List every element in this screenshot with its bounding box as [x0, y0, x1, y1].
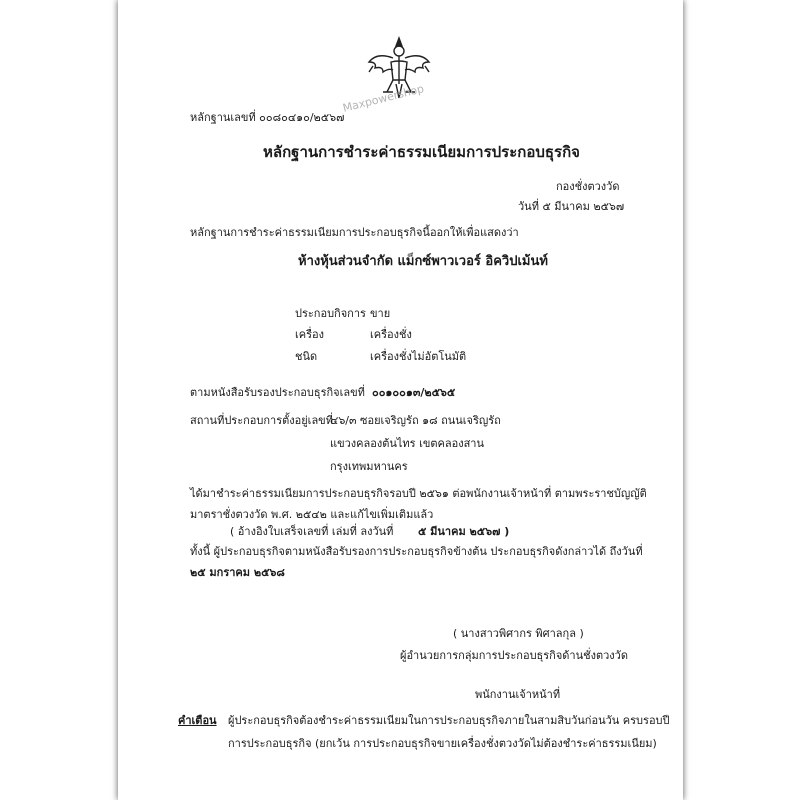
detail-value-type: เครื่องชั่งไม่อัตโนมัติ: [370, 350, 467, 363]
payment-paragraph-line-2: มาตราชั่งตวงวัด พ.ศ. ๒๕๔๒ และแก้ไขเพิ่มเติมแล้ว: [190, 508, 434, 521]
payment-paragraph-line-1: ได้มาชำระค่าธรรมเนียมการประกอบธุรกิจรอบปี ๒๕๖๑ ต่อพนักงานเจ้าหน้าที่ ตามพระราชบัญญัติ: [190, 487, 647, 500]
address-line-3: กรุงเทพมหานคร: [330, 460, 408, 473]
detail-label-device: เครื่อง: [295, 328, 325, 341]
intro-text: หลักฐานการชำระค่าธรรมเนียมการประกอบธุรกิจนี้ออกให้เพื่อแสดงว่า: [190, 226, 519, 239]
issuer: กองชั่งตวงวัด: [556, 180, 620, 193]
detail-label-business: ประกอบกิจการ: [295, 307, 366, 320]
valid-until-date: ๒๕ มกราคม ๒๕๖๘: [190, 566, 285, 579]
validity-paragraph: ทั้งนี้ ผู้ประกอบธุรกิจตามหนังสือรับรองการประกอบธุรกิจข้างต้น ประกอบธุรกิจดังกล่าวได้ ถึงวันที่: [190, 545, 643, 558]
signer-name: ( นางสาวพิศากร พิศาลกุล ): [453, 627, 584, 640]
detail-value-business: ขาย: [370, 307, 391, 320]
address-line-1: ๔๖/๓ ซอยเจริญรัถ ๑๘ ถนนเจริญรัถ: [330, 414, 501, 427]
address-label: สถานที่ประกอบการตั้งอยู่เลขที่: [190, 414, 333, 427]
license-label: ตามหนังสือรับรองประกอบธุรกิจเลขที่: [190, 386, 365, 399]
license-number: ๐๐๑๐๐๑๓/๒๕๖๕: [372, 386, 456, 399]
receipt-date: ๕ มีนาคม ๒๕๖๗ ): [418, 525, 510, 538]
address-line-2: แขวงคลองต้นไทร เขตคลองสาน: [330, 437, 484, 450]
warning-line-2: การประกอบธุรกิจ (ยกเว้น การประกอบธุรกิจขายเครื่องชั่งตวงวัดไม่ต้องชำระค่าธรรมเนียม): [228, 737, 657, 750]
document-number: หลักฐานเลขที่ ๐๐๘๐๔๑๐/๒๕๖๗: [190, 111, 345, 124]
company-name: ห้างหุ้นส่วนจำกัด แม็กซ์พาวเวอร์ อิควิปเม้นท์: [298, 254, 548, 269]
signer-title: ผู้อำนวยการกลุ่มการประกอบธุรกิจด้านชั่งตวงวัด: [400, 649, 628, 662]
receipt-reference: ( อ้างอิงใบเสร็จเลขที่ เล่มที่ ลงวันที่: [230, 525, 394, 538]
officer-label: พนักงานเจ้าหน้าที่: [475, 688, 561, 701]
detail-label-type: ชนิด: [295, 350, 318, 363]
detail-value-device: เครื่องชั่ง: [370, 328, 412, 341]
certificate-page: [118, 0, 683, 800]
warning-line-1: ผู้ประกอบธุรกิจต้องชำระค่าธรรมเนียมในการประกอบธุรกิจภายในสามสิบวันก่อนวัน ครบรอบปี: [228, 714, 670, 727]
watermark: Maxpowershop: [341, 82, 426, 115]
document-title: หลักฐานการชำระค่าธรรมเนียมการประกอบธุรกิจ: [263, 143, 580, 161]
warning-label: คำเตือน: [178, 714, 217, 727]
issue-date: วันที่ ๕ มีนาคม ๒๕๖๗: [518, 200, 625, 213]
